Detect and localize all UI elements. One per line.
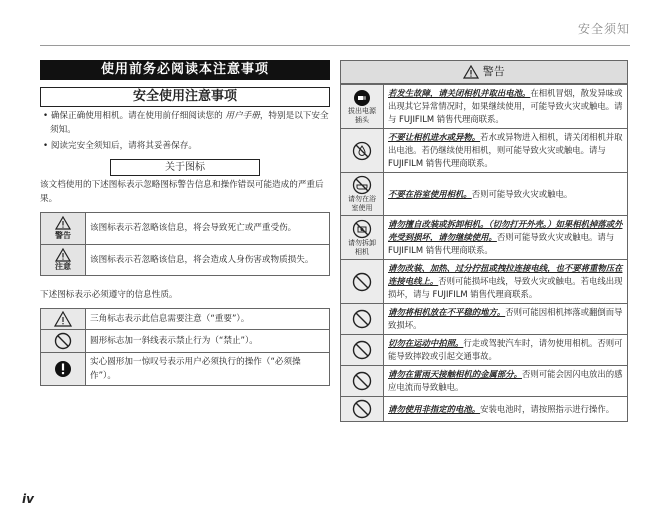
symbols-paragraph: 下述图标表示必须遵守的信息性质。 bbox=[40, 290, 178, 300]
warning-bold: 不要让相机进水或异物。 bbox=[388, 132, 481, 142]
table-row bbox=[341, 216, 628, 260]
caution-label: 注意 bbox=[55, 262, 71, 271]
table-row bbox=[341, 304, 628, 335]
table-row bbox=[341, 366, 628, 397]
table-row bbox=[41, 309, 330, 330]
symbol-description: 圆形标志加一斜线表示禁止行为（“禁止”）。 bbox=[86, 330, 330, 353]
warning-rest: 否则可能导致火灾或触电。 bbox=[471, 188, 573, 199]
warning-text bbox=[384, 129, 628, 173]
bullet-1: • 确保正确使用相机。请在使用前仔细阅读您的 用户手册，特别是以下安全须知。 bbox=[43, 111, 329, 135]
warning-bold: 请勿使用非指定的电池。 bbox=[388, 403, 481, 414]
mandatory-icon bbox=[54, 360, 72, 378]
warning-icon-cell bbox=[341, 129, 384, 173]
table-row bbox=[41, 353, 330, 386]
symbol-table bbox=[40, 308, 330, 386]
prohibited-icon bbox=[352, 309, 372, 329]
no-disassemble-label: 请勿拆卸相机 bbox=[348, 238, 376, 256]
warning-bold: 请勿改装、加热、过分拧扭或拽拉连接电线，也不要将重物压在连接电线上。 bbox=[388, 263, 623, 286]
symbol-cell bbox=[41, 330, 86, 353]
warning-rest: 在相机冒烟，散发异味或出现其它异常情况时，如果继续使用，可能导致火灾或触电。请与 FUJIFILM 销售代理商联系。 bbox=[388, 88, 623, 124]
bullet-1-text-b: ，特别是以下安全须知。 bbox=[50, 111, 329, 135]
warning-text bbox=[384, 173, 628, 216]
warning-text bbox=[384, 85, 628, 129]
table-row bbox=[341, 335, 628, 366]
symbol-description: 实心圆形加一惊叹号表示用户必须执行的操作（“必须操作”）。 bbox=[86, 353, 330, 386]
prohibited-icon bbox=[352, 399, 372, 419]
warning-icon-cell bbox=[341, 335, 384, 366]
warning-triangle-icon bbox=[55, 216, 71, 230]
warning-text bbox=[384, 366, 628, 397]
warning-title: 警告 bbox=[482, 65, 505, 78]
warning-header bbox=[340, 60, 628, 84]
icons-paragraph: 该文档使用的下述图标表示忽略图标警告信息和操作错误可能造成的严重后果。 bbox=[40, 180, 324, 204]
table-row bbox=[341, 129, 628, 173]
warning-icon-cell bbox=[341, 173, 384, 216]
warning-icon-cell bbox=[341, 366, 384, 397]
warning-icon-cell bbox=[341, 304, 384, 335]
bullet-2: • 阅读完安全须知后，请将其妥善保存。 bbox=[43, 141, 197, 151]
unplug-label: 拔出电源插头 bbox=[348, 106, 376, 124]
no-bath-icon bbox=[352, 175, 372, 195]
prohibited-icon bbox=[352, 272, 372, 292]
warning-bold: 请勿在雷雨天接触相机的金属部分。 bbox=[388, 369, 522, 379]
warning-table bbox=[340, 84, 628, 422]
warning-text bbox=[384, 260, 628, 304]
table-row bbox=[41, 213, 330, 245]
warning-triangle-icon bbox=[463, 65, 479, 79]
warning-icon-cell bbox=[341, 260, 384, 304]
warning-bold: 切勿在运动中拍照。 bbox=[388, 338, 464, 348]
warning-bold: 不要在浴室使用相机。 bbox=[388, 188, 472, 199]
icon-table bbox=[40, 212, 330, 276]
table-row bbox=[341, 85, 628, 129]
warning-text bbox=[384, 216, 628, 260]
no-water-icon bbox=[352, 141, 372, 161]
symbol-description: 三角标志表示此信息需要注意（“重要”）。 bbox=[86, 309, 330, 330]
warning-text bbox=[384, 335, 628, 366]
warning-text bbox=[384, 304, 628, 335]
prohibited-icon bbox=[352, 371, 372, 391]
safety-title: 安全使用注意事项 bbox=[40, 87, 330, 107]
prohibited-icon bbox=[54, 332, 72, 350]
caution-icon-cell bbox=[41, 244, 86, 276]
symbol-cell bbox=[41, 309, 86, 330]
warning-rest: 行走或驾驶汽车时，请勿使用相机。否则可能导致摔跤或引起交通事故。 bbox=[388, 338, 623, 361]
table-row bbox=[341, 260, 628, 304]
page-number: iv bbox=[22, 492, 34, 506]
table-row bbox=[41, 244, 330, 276]
warning-icon-cell bbox=[341, 216, 384, 260]
precautions-title-bar: 使用前务必阅读本注意事项 bbox=[40, 60, 330, 80]
bullet-2-text: 阅读完安全须知后，请将其妥善保存。 bbox=[50, 141, 197, 151]
bullet-1-manual: 用户手册 bbox=[225, 111, 260, 121]
warning-description: 该图标表示若忽略该信息，将会导致死亡或严重受伤。 bbox=[86, 213, 330, 245]
warning-bold: 请勿擅自改装或拆卸相机。（切勿打开外壳。）如果相机掉落或外壳受到损坏，请勿继续使用。 bbox=[388, 219, 623, 242]
no-disassemble-icon bbox=[352, 219, 372, 239]
right-column bbox=[340, 60, 628, 422]
triangle-icon bbox=[54, 311, 72, 327]
caution-triangle-icon bbox=[55, 248, 71, 262]
bullet-1-text-a: 确保正确使用相机。请在使用前仔细阅读您的 bbox=[50, 111, 226, 121]
header-rule bbox=[40, 45, 630, 46]
warning-rest: 否则可能损坏电线，导致火灾或触电。若电线出现损坏，请与 FUJIFILM 销售代理商联系。 bbox=[388, 276, 623, 299]
no-bath-label: 请勿在浴室使用 bbox=[348, 195, 376, 212]
warning-icon-cell bbox=[41, 213, 86, 245]
left-column bbox=[40, 60, 330, 386]
unplug-icon bbox=[353, 89, 371, 107]
symbol-cell bbox=[41, 353, 86, 386]
warning-rest: 否则可能会因闪电放出的感应电流而导致触电。 bbox=[388, 369, 623, 392]
warning-bold: 若发生故障，请关闭相机并取出电池。 bbox=[388, 88, 531, 98]
caution-description: 该图标表示若忽略该信息，将会造成人身伤害或物质损失。 bbox=[86, 244, 330, 276]
warning-bold: 请勿将相机放在不平稳的地方。 bbox=[388, 307, 506, 317]
section-header: 安全须知 bbox=[577, 22, 630, 36]
prohibited-icon bbox=[352, 340, 372, 360]
table-row bbox=[41, 330, 330, 353]
warning-rest: 安装电池时，请按照指示进行操作。 bbox=[480, 403, 615, 414]
warning-rest: 若水或异物进入相机，请关闭相机并取出电池。若仍继续使用相机，则可能导致火灾或触电。请与 FUJIFILM 销售代理商联系。 bbox=[388, 132, 623, 168]
table-row bbox=[341, 173, 628, 216]
warning-rest: 否则可能导致火灾或触电。请与 FUJIFILM 销售代理商联系。 bbox=[388, 232, 615, 255]
warning-label: 警告 bbox=[55, 230, 71, 240]
warning-icon-cell bbox=[341, 397, 384, 422]
table-row bbox=[341, 397, 628, 422]
warning-rest: 否则可能因相机摔落或翻倒而导致损坏。 bbox=[388, 307, 623, 330]
warning-text bbox=[384, 397, 628, 422]
warning-icon-cell bbox=[341, 85, 384, 129]
icons-title: 关于图标 bbox=[110, 159, 260, 176]
